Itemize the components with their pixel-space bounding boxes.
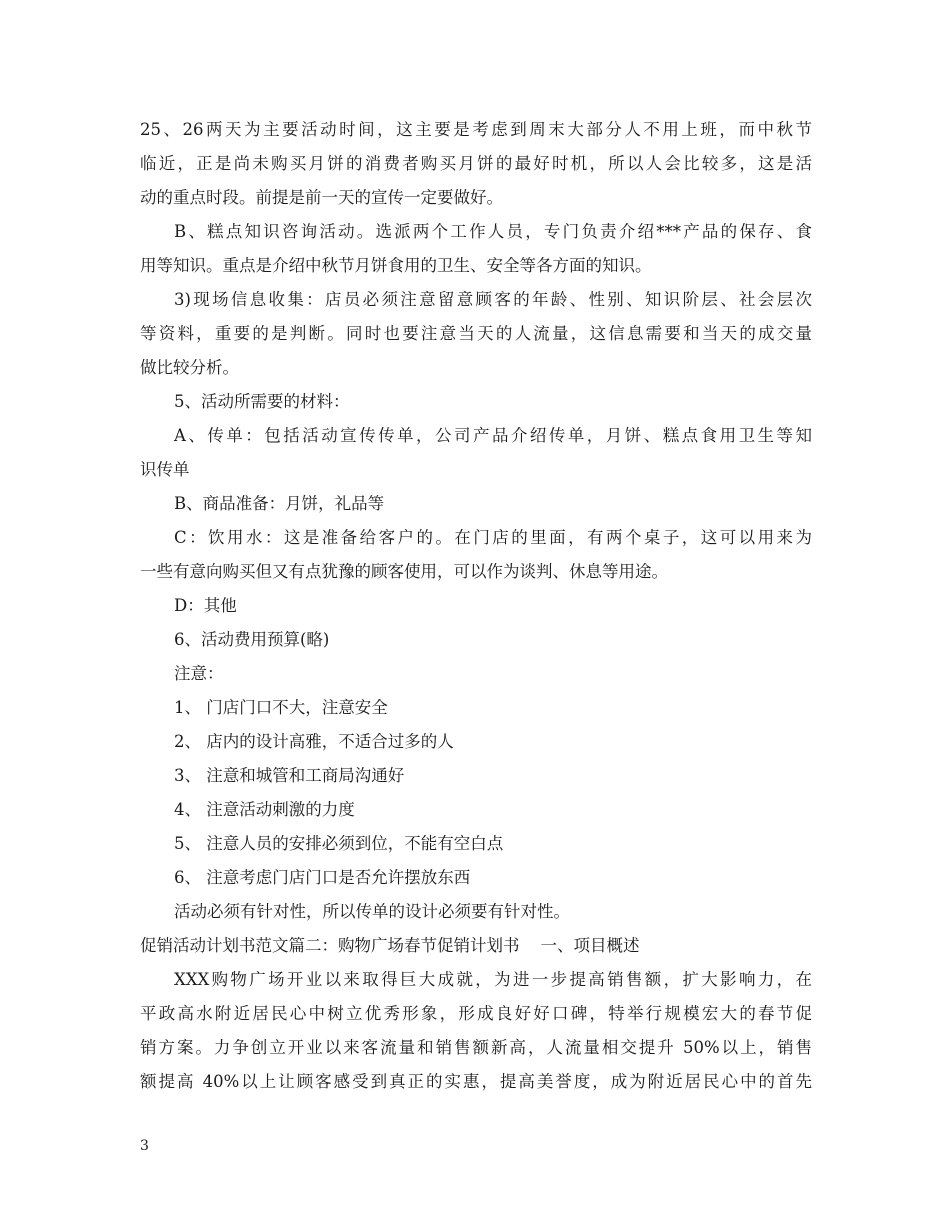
list-item-continuation: 一些有意向购买但又有点犹豫的顾客使用，可以作为谈判、休息等用途。	[140, 562, 668, 581]
paragraph-line: 等资料，重要的是判断。同时也要注意当天的人流量，这信息需要和当天的成交量	[140, 324, 812, 343]
article-title-line: 促销活动计划书范文篇二：购物广场春节促销计划书 一、项目概述	[140, 936, 640, 955]
page-number: 3	[140, 1138, 149, 1154]
paragraph-line: XXX购物广场开业以来取得巨大成就，为进一步提高销售额，扩大影响力，在	[174, 970, 812, 989]
paragraph-line: 用等知识。重点是介绍中秋节月饼食用的卫生、安全等各方面的知识。	[140, 256, 652, 275]
notes-heading: 注意：	[174, 664, 224, 683]
list-item-continuation: 识传单	[140, 460, 190, 479]
note-item: 5、 注意人员的安排必须到位，不能有空白点	[174, 834, 504, 853]
section-heading: 5、活动所需要的材料：	[174, 392, 350, 411]
list-item: C：饮用水：这是准备给客户的。在门店的里面，有两个桌子，这可以用来为	[174, 528, 812, 547]
paragraph-line: 做比较分析。	[140, 358, 239, 377]
note-item: 1、 门店门口不大，注意安全	[174, 698, 388, 717]
paragraph-line: 3)现场信息收集：店员必须注意留意顾客的年龄、性别、知识阶层、社会层次	[174, 290, 812, 309]
paragraph-line: 平政高水附近居民心中树立优秀形象，形成良好好口碑，特举行规模宏大的春节促	[140, 1004, 812, 1023]
list-item: B、商品准备：月饼，礼品等	[174, 494, 385, 513]
paragraph-line: B、糕点知识咨询活动。选派两个工作人员，专门负责介绍***产品的保存、食	[174, 222, 812, 241]
list-item: D：其他	[174, 596, 237, 615]
note-item: 6、 注意考虑门店门口是否允许摆放东西	[174, 868, 471, 887]
note-item: 3、 注意和城管和工商局沟通好	[174, 766, 405, 785]
list-item: A、传单：包括活动宣传传单，公司产品介绍传单，月饼、糕点食用卫生等知	[174, 426, 812, 445]
document-body	[140, 113, 812, 1099]
paragraph-line: 动的重点时段。前提是前一天的宣传一定要做好。	[140, 188, 503, 207]
section-heading: 6、活动费用预算(略)	[174, 630, 330, 649]
paragraph-line: 销方案。力争创立开业以来客流量和销售额新高，人流量相交提升 50%以上，销售	[140, 1038, 812, 1057]
paragraph-line: 临近，正是尚未购买月饼的消费者购买月饼的最好时机，所以人会比较多，这是活	[140, 154, 812, 173]
note-item: 2、 店内的设计高雅，不适合过多的人	[174, 732, 454, 751]
paragraph-line: 25、26两天为主要活动时间，这主要是考虑到周末大部分人不用上班，而中秋节	[140, 120, 812, 139]
paragraph-line: 活动必须有针对性，所以传单的设计必须要有针对性。	[174, 902, 570, 921]
paragraph-line: 额提高 40%以上让顾客感受到真正的实惠，提高美誉度，成为附近居民心中的首先	[140, 1072, 812, 1091]
note-item: 4、 注意活动刺激的力度	[174, 800, 355, 819]
